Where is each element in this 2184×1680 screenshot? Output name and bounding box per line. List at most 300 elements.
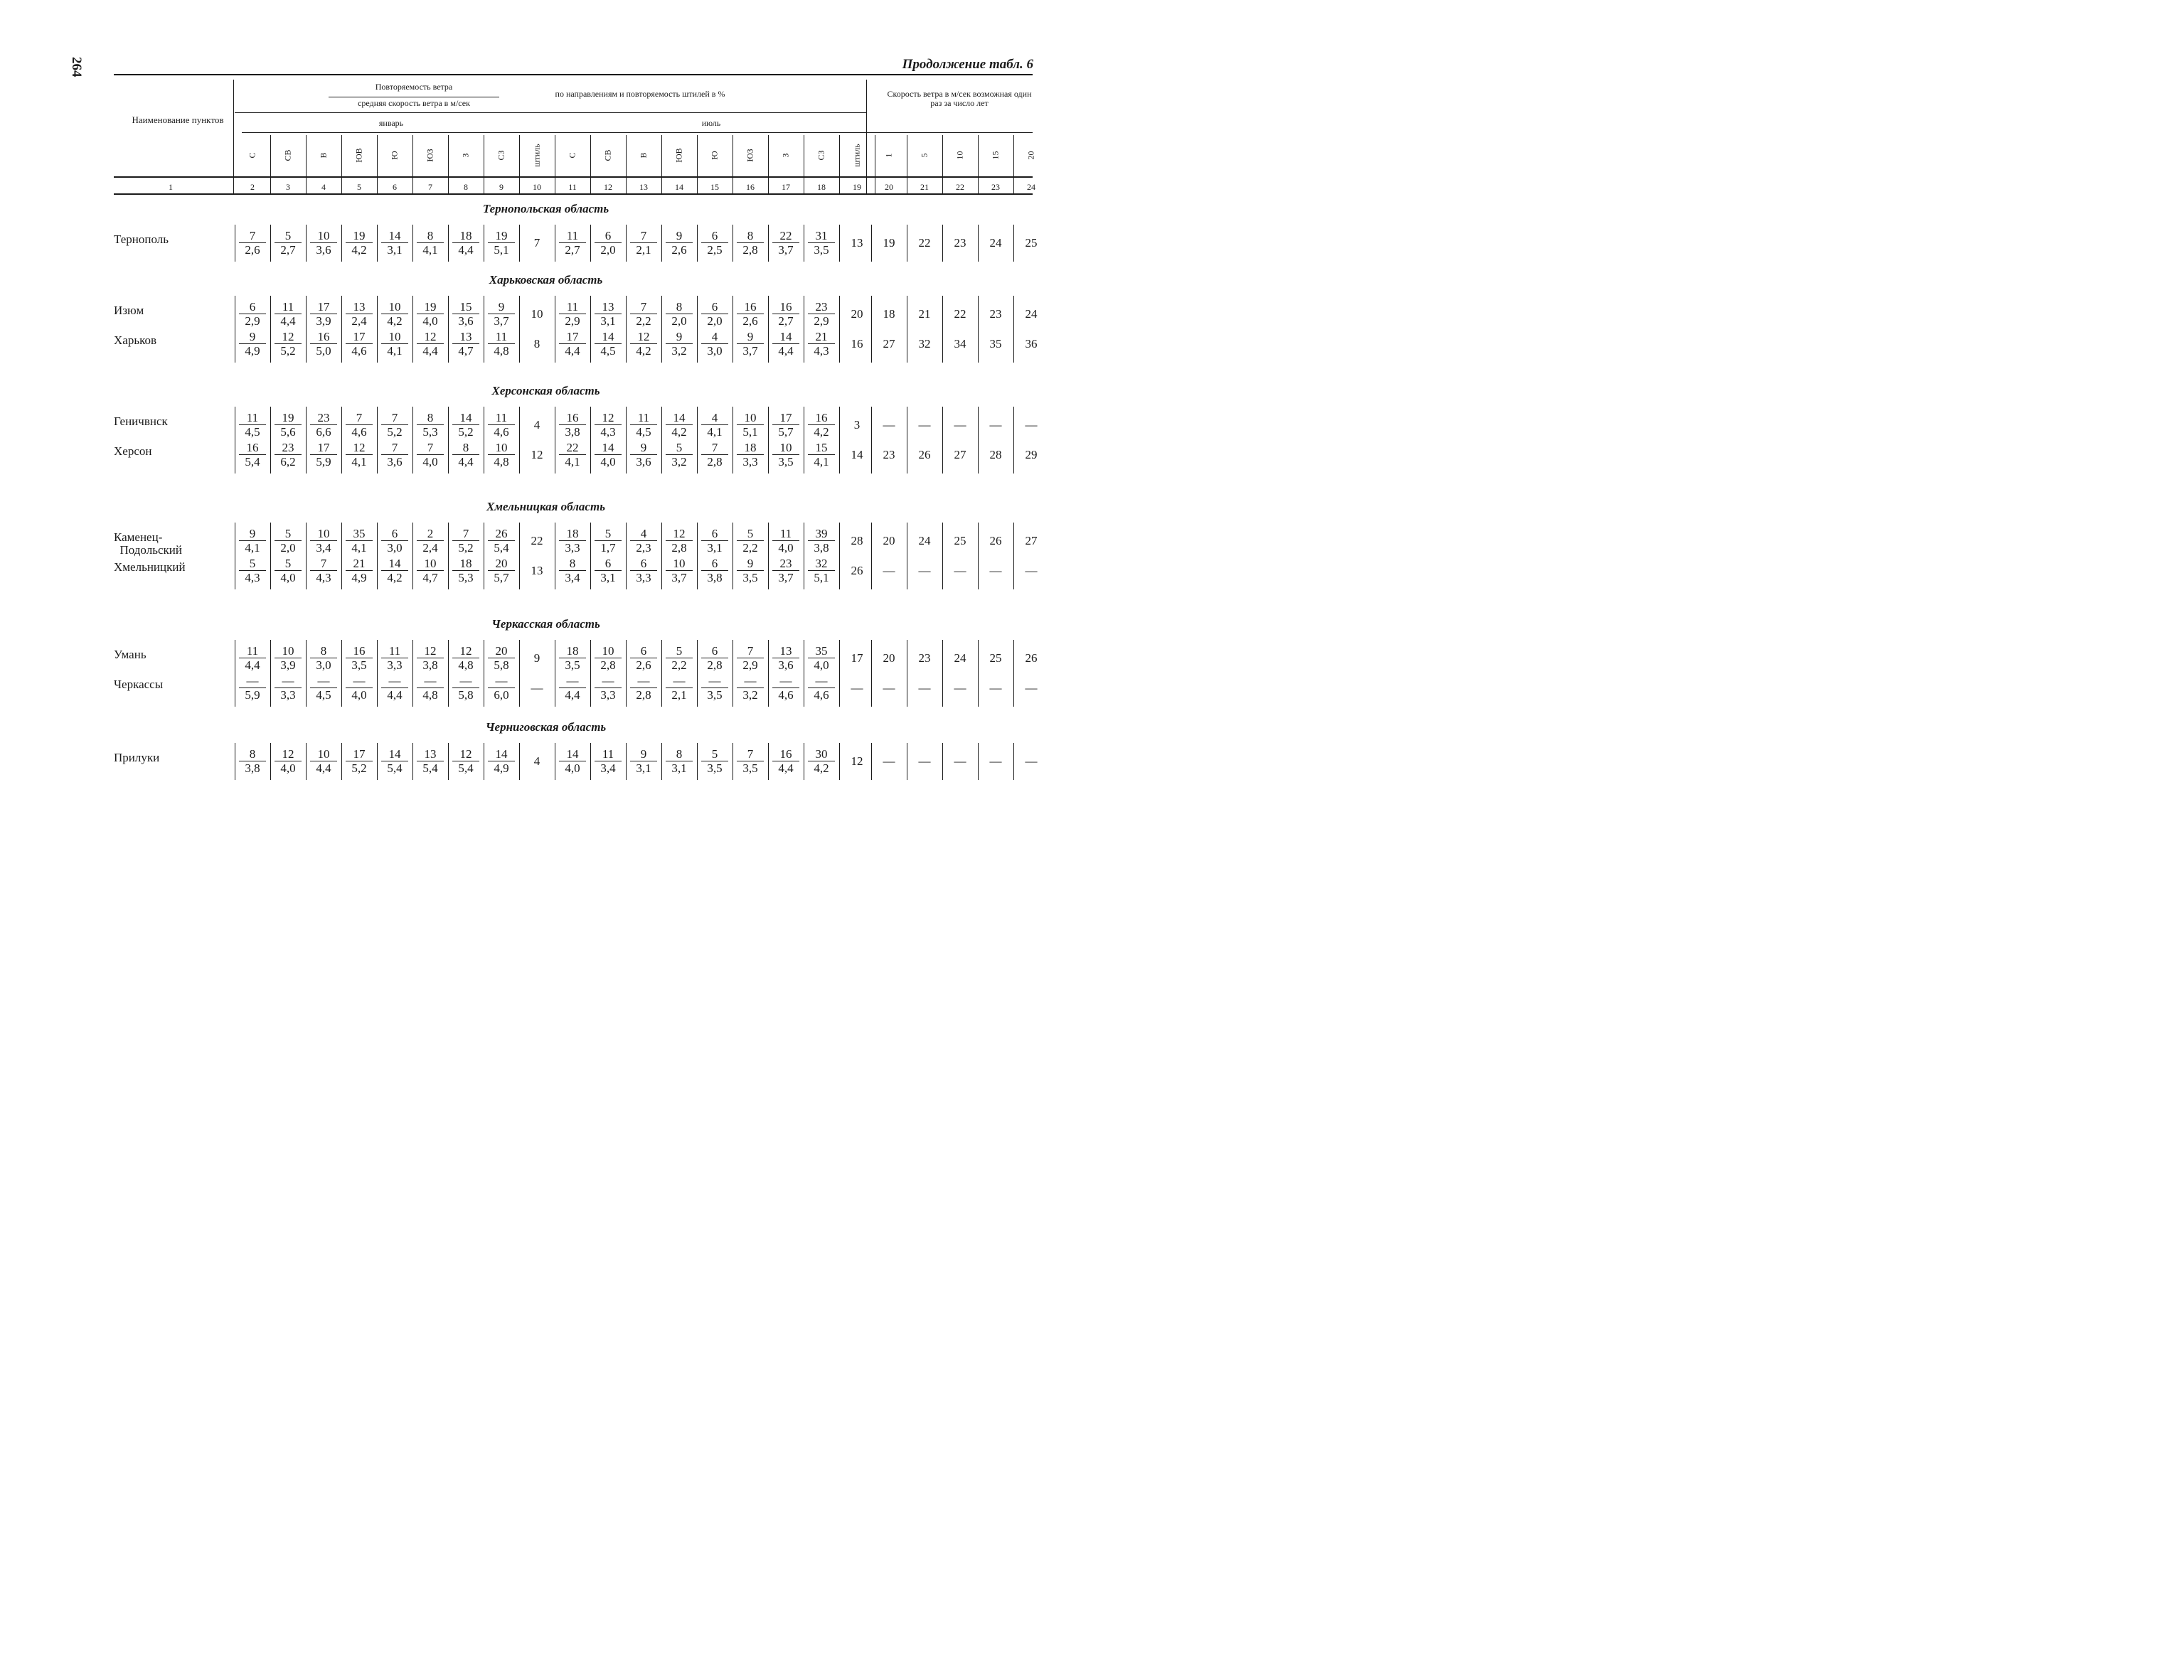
wind-speed: 2,3 [636,541,651,555]
wind-speed: 2,6 [245,243,260,257]
wind-frequency: 10 [666,557,693,571]
table-cell [555,644,590,672]
table-cell: 24 [1025,306,1038,321]
wind-frequency: 19 [488,229,515,243]
table-cell [697,557,733,584]
group-title-right: по направлениям и повторяемость штилей в % [555,89,725,99]
wind-speed: 2,9 [245,314,260,328]
wind-frequency: — [630,674,657,688]
table-cell [661,644,697,672]
column-header-label: штиль [531,143,542,167]
wind-frequency: 17 [346,330,373,344]
table-cell [626,441,661,469]
table-cell [626,330,661,358]
table-cell [235,527,270,555]
wind-speed: 4,1 [422,243,438,257]
wind-frequency: 15 [808,441,835,455]
station-name: Тернополь [114,232,169,246]
table-cell: 27 [883,336,895,351]
wind-frequency: 12 [417,330,444,344]
table-cell: 26 [918,447,931,461]
wind-speed: 5,6 [280,425,296,439]
table-cell: — [954,563,966,577]
table-cell: — [989,563,1002,577]
wind-speed: 4,2 [814,761,829,775]
wind-speed: 3,5 [707,761,723,775]
table-cell [804,441,839,469]
wind-speed: 4,6 [351,344,367,358]
wind-frequency: 30 [808,747,835,761]
wind-frequency: 6 [701,644,728,658]
table-cell [448,441,484,469]
wind-speed: 3,5 [707,688,723,702]
table-cell [661,441,697,469]
table-cell: 27 [1025,533,1038,547]
table-cell [377,557,412,584]
table-cell [377,747,412,775]
table-cell: — [989,417,1002,432]
table-cell [306,674,341,702]
wind-frequency: 11 [239,411,266,425]
table-cell [768,557,804,584]
wind-speed: 5,2 [387,425,403,439]
wind-speed: 3,1 [636,761,651,775]
wind-speed: 3,0 [387,541,403,555]
wind-speed: 3,8 [707,571,723,584]
table-cell [484,527,519,555]
table-cell [235,644,270,672]
table-cell [484,674,519,702]
table-cell [341,674,377,702]
wind-speed: 5,9 [316,455,331,469]
wind-speed: 3,4 [316,541,331,555]
table-cell [590,557,626,584]
wind-frequency: 23 [772,557,799,571]
table-cell: 22 [954,306,966,321]
wind-frequency: 12 [275,330,302,344]
wind-frequency: 19 [346,229,373,243]
wind-frequency: 14 [772,330,799,344]
table-cell [555,747,590,775]
table-cell [768,441,804,469]
column-header [839,134,875,176]
table-cell: — [954,417,966,432]
table-cell [306,441,341,469]
wind-frequency: 5 [737,527,764,541]
column-header [768,134,804,176]
table-cell: — [918,680,931,695]
table-cell [306,644,341,672]
wind-frequency: 10 [737,411,764,425]
wind-frequency: 17 [310,441,337,455]
table-cell [377,644,412,672]
wind-speed: 6,0 [494,688,509,702]
table-cell [733,330,768,358]
group-title-bottom: средняя скорость ветра в м/сек [358,98,470,108]
wind-speed: 3,1 [600,314,616,328]
table-cell [697,747,733,775]
wind-frequency: 10 [310,747,337,761]
column-header [1013,134,1049,176]
wind-speed: 3,8 [245,761,260,775]
column-header [697,134,733,176]
wind-frequency: 7 [452,527,479,541]
wind-frequency: 31 [808,229,835,243]
table-cell [412,411,448,439]
column-header [626,134,661,176]
wind-frequency: 6 [595,557,622,571]
wind-speed: 3,7 [778,243,794,257]
wind-speed: 5,0 [316,344,331,358]
table-cell [377,300,412,328]
wind-speed: 4,5 [636,425,651,439]
wind-speed: 2,8 [671,541,687,555]
wind-speed: 2,0 [600,243,616,257]
column-number: 18 [817,182,826,192]
wind-speed: 5,8 [494,658,509,672]
wind-speed: 4,0 [280,571,296,584]
wind-frequency: 11 [595,747,622,761]
table-cell [306,330,341,358]
column-header [306,134,341,176]
wind-frequency: 12 [595,411,622,425]
table-cell [804,644,839,672]
table-cell [270,441,306,469]
table-cell [804,330,839,358]
table-cell [448,674,484,702]
wind-frequency: 5 [666,644,693,658]
table-cell [412,330,448,358]
wind-frequency: 7 [737,644,764,658]
region-title: Черкасская область [491,617,600,631]
table-cell [697,441,733,469]
wind-speed: 4,2 [671,425,687,439]
wind-speed: 5,1 [814,571,829,584]
header-mid-rule [235,112,866,113]
wind-speed: 4,3 [316,571,331,584]
wind-speed: 5,1 [742,425,758,439]
table-cell [448,557,484,584]
column-header-label: штиль [851,143,862,167]
continuation-caption: Продолжение табл. 6 [902,57,1033,72]
wind-frequency: 18 [452,557,479,571]
column-header-label: 1 [883,153,894,157]
table-cell [804,411,839,439]
wind-frequency: 5 [275,527,302,541]
wind-frequency: 7 [417,441,444,455]
wind-frequency: 20 [488,644,515,658]
column-number: 3 [286,182,290,192]
region-title: Хмельницкая область [486,500,605,513]
wind-speed: 3,3 [280,688,296,702]
wind-frequency: 18 [559,644,586,658]
wind-frequency: 12 [666,527,693,541]
table-cell: 17 [851,651,863,665]
wind-frequency: — [346,674,373,688]
table-cell: — [883,563,895,577]
column-header-label: 15 [990,151,1001,159]
wind-frequency: 8 [737,229,764,243]
table-cell [377,674,412,702]
table-cell [555,441,590,469]
wind-speed: 3,2 [742,688,758,702]
wind-frequency: — [381,674,408,688]
wind-speed: 4,4 [458,243,474,257]
table-cell [341,644,377,672]
table-cell [341,411,377,439]
column-number: 21 [920,182,929,192]
station-col-header: Наименование пунктов [132,114,224,125]
wind-frequency: 9 [239,527,266,541]
wind-frequency: 10 [310,527,337,541]
column-header [942,134,978,176]
table-cell [341,330,377,358]
wind-frequency: 12 [275,747,302,761]
wind-speed: 5,4 [458,761,474,775]
wind-frequency: — [310,674,337,688]
station-name: Черкассы [114,678,164,691]
wind-frequency: 7 [381,441,408,455]
wind-speed: 3,5 [778,455,794,469]
table-cell [804,527,839,555]
column-number: 5 [357,182,361,192]
wind-frequency: 13 [595,300,622,314]
wind-frequency: 12 [630,330,657,344]
wind-frequency: 9 [630,747,657,761]
wind-frequency: 14 [381,747,408,761]
station-name: Херсон [114,444,152,458]
wind-speed: 4,5 [316,688,331,702]
table-cell [590,441,626,469]
top-rule [114,74,1033,75]
wind-speed: 2,9 [814,314,829,328]
wind-speed: 4,0 [280,761,296,775]
table-cell [448,229,484,257]
column-number: 7 [428,182,432,192]
table-cell: 27 [954,447,966,461]
wind-frequency: 11 [772,527,799,541]
table-cell [235,557,270,584]
table-cell: 26 [989,533,1002,547]
wind-frequency: 8 [417,411,444,425]
wind-speed: 2,6 [742,314,758,328]
wind-frequency: 12 [417,644,444,658]
column-number: 1 [169,182,173,192]
wind-frequency: 7 [737,747,764,761]
wind-speed: 2,8 [600,658,616,672]
table-cell [626,229,661,257]
wind-frequency: 8 [452,441,479,455]
wind-speed: 4,3 [814,344,829,358]
column-header [235,134,270,176]
wind-speed: 5,4 [245,455,260,469]
table-cell [306,229,341,257]
table-cell [484,747,519,775]
wind-frequency: — [595,674,622,688]
column-number: 22 [956,182,964,192]
wind-frequency: 11 [559,229,586,243]
table-cell: 18 [883,306,895,321]
wind-frequency: 7 [630,229,657,243]
wind-frequency: 17 [310,300,337,314]
wind-speed: 3,0 [316,658,331,672]
table-cell [733,411,768,439]
wind-frequency: 18 [559,527,586,541]
wind-speed: 2,9 [742,658,758,672]
wind-frequency: 10 [488,441,515,455]
wind-speed: 4,0 [422,314,438,328]
wind-speed: 1,7 [600,541,616,555]
wind-frequency: 5 [595,527,622,541]
wind-speed: 3,3 [636,571,651,584]
wind-frequency: 21 [808,330,835,344]
table-cell: 23 [954,235,966,250]
wind-speed: 5,2 [458,425,474,439]
wind-frequency: 20 [488,557,515,571]
wind-speed: 2,4 [422,541,438,555]
wind-frequency: 14 [666,411,693,425]
table-cell [484,557,519,584]
wind-speed: 5,1 [494,243,509,257]
wind-frequency: 10 [772,441,799,455]
wind-speed: 2,1 [671,688,687,702]
wind-speed: 4,4 [778,344,794,358]
table-cell [697,411,733,439]
column-header [733,134,768,176]
table-cell: 20 [883,651,895,665]
table-cell: 16 [851,336,863,351]
table-cell [377,441,412,469]
wind-frequency: 13 [346,300,373,314]
wind-frequency: 9 [239,330,266,344]
wind-speed: 4,9 [245,344,260,358]
table-cell: — [918,417,931,432]
table-cell [733,229,768,257]
table-cell [270,747,306,775]
table-cell [733,300,768,328]
table-cell [661,330,697,358]
column-header [341,134,377,176]
column-header [871,134,907,176]
wind-frequency: 7 [630,300,657,314]
table-cell [412,674,448,702]
wind-frequency: 5 [275,229,302,243]
table-cell [270,527,306,555]
table-cell: 25 [1025,235,1038,250]
wind-speed: 3,4 [565,571,580,584]
column-header-label: ЮЗ [745,148,755,162]
wind-speed: 4,4 [245,658,260,672]
wind-frequency: 23 [275,441,302,455]
month-rule [242,132,1033,133]
wind-frequency: 7 [346,411,373,425]
wind-speed: 4,1 [245,541,260,555]
table-cell [768,411,804,439]
wind-frequency: — [452,674,479,688]
station-name: Харьков [114,333,156,347]
wind-frequency: 16 [559,411,586,425]
station-name: Прилуки [114,751,160,764]
column-header-label: СВ [602,149,613,161]
wind-frequency: 11 [630,411,657,425]
table-cell [768,644,804,672]
wind-frequency: 16 [772,747,799,761]
table-cell [341,229,377,257]
january-label: январь [378,118,404,128]
wind-speed: 4,8 [494,455,509,469]
wind-frequency: 13 [417,747,444,761]
column-header-label: СВ [282,149,293,161]
column-number: 10 [533,182,541,192]
wind-frequency: — [808,674,835,688]
table-cell [555,674,590,702]
table-cell [626,411,661,439]
table-cell [804,229,839,257]
july-label: июль [701,118,721,128]
table-cell [555,300,590,328]
table-cell [768,747,804,775]
wind-frequency: 7 [381,411,408,425]
wind-speed: 6,6 [316,425,331,439]
wind-speed: 3,2 [671,344,687,358]
region-title: Черниговская область [485,720,607,734]
column-number: 12 [604,182,612,192]
wind-speed: 3,9 [316,314,331,328]
wind-frequency: 4 [701,411,728,425]
table-cell: — [989,754,1002,768]
wind-speed: 3,7 [778,571,794,584]
table-cell [661,229,697,257]
wind-frequency: 5 [701,747,728,761]
table-cell: 36 [1025,336,1038,351]
table-cell [448,300,484,328]
wind-frequency: 16 [346,644,373,658]
wind-frequency: 39 [808,527,835,541]
table-cell [661,674,697,702]
table-cell [733,527,768,555]
table-cell [661,557,697,584]
table-cell [626,300,661,328]
table-cell [270,557,306,584]
wind-speed: 4,0 [600,455,616,469]
table-cell: 24 [918,533,931,547]
table-cell: — [883,680,895,695]
table-cell [626,674,661,702]
table-cell [377,330,412,358]
wind-speed: 3,3 [565,541,580,555]
column-header-label: ЮВ [673,147,684,163]
wind-speed: 4,3 [600,425,616,439]
table-cell: 28 [851,533,863,547]
table-cell: 9 [533,651,540,665]
table-cell [448,747,484,775]
table-cell [768,674,804,702]
column-header-label: З [780,152,791,158]
wind-frequency: — [417,674,444,688]
page-number: 264 [69,57,84,77]
table-cell: 25 [989,651,1002,665]
table-cell [448,411,484,439]
wind-speed: 4,8 [422,688,438,702]
column-header [412,134,448,176]
wind-speed: 3,1 [387,243,403,257]
table-cell [306,747,341,775]
table-cell: 26 [851,563,863,577]
table-cell: 35 [989,336,1002,351]
table-cell: — [1025,417,1038,432]
table-cell: 14 [851,447,863,461]
wind-frequency: 8 [666,747,693,761]
